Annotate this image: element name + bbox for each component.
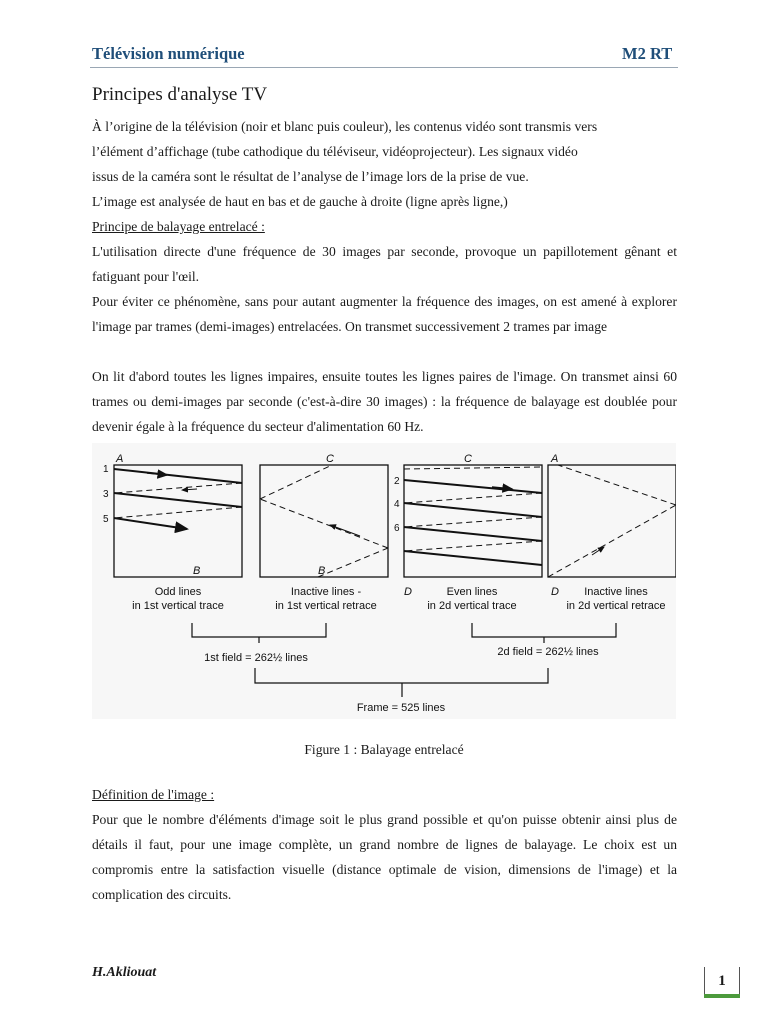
odd-line-number: 5 <box>103 514 109 525</box>
panel-odd-lines <box>114 465 242 577</box>
intro-line-4: L’image est analysée de haut en bas et de gauche à droite (ligne après ligne,) <box>92 194 508 209</box>
p1-corner-top: A <box>116 453 124 465</box>
odd-line-number: 3 <box>103 489 109 500</box>
interlace-heading: Principe de balayage entrelacé : <box>92 219 265 234</box>
even-line-number: 4 <box>394 499 400 510</box>
interlace-paragraph-3: On lit d'abord toutes les lignes impaires, ensuite toutes les lignes paires de l'image. On transmet ainsi 60 trames ou demi-images par seconde (c'est-à-dire 30 images) : la fréquence de balayage est doublée pour devenir égale à la fréquence du secteur d'alimentation 60 Hz. <box>92 369 677 434</box>
even-line-number: 2 <box>394 476 400 487</box>
panel-inactive-2 <box>548 465 676 577</box>
p1-label-1: Odd lines <box>154 586 202 598</box>
p2-label-1: Inactive lines - <box>290 586 362 598</box>
p3-corner-top: C <box>464 453 472 465</box>
field-2-label: 2d field = 262½ lines <box>497 646 599 658</box>
section-title: Principes d'analyse TV <box>92 84 268 105</box>
intro-line-1: À l’origine de la télévision (noir et blanc puis couleur), les contenus vidéo sont transmis vers <box>92 119 598 134</box>
p1-corner-bottom: B <box>193 565 201 577</box>
intro-line-2: l’élément d’affichage (tube cathodique du téléviseur, vidéoprojecteur). Les signaux vidéo <box>92 144 578 159</box>
p3-label-1: Even lines <box>446 586 498 598</box>
page-number: 1 <box>704 967 740 995</box>
p4-corner-top: A <box>551 453 559 465</box>
panel-inactive-1 <box>260 465 388 577</box>
p4-corner-bottom: D <box>551 586 559 598</box>
interlace-paragraph-1: L'utilisation directe d'une fréquence de 30 images par seconde, provoque un papillotement gênant et fatiguant pour l'œil. <box>92 244 677 284</box>
even-line-number: 6 <box>394 523 400 534</box>
p3-corner-bottom: D <box>404 586 412 598</box>
p2-corner-top: C <box>326 453 334 465</box>
interlace-figure <box>92 443 676 719</box>
field-1-label: 1st field = 262½ lines <box>204 652 308 664</box>
panel-even-lines <box>404 465 542 577</box>
header-left-title: Télévision numérique <box>92 44 245 63</box>
page-number-accent <box>704 994 740 998</box>
p1-label-2: in 1st vertical trace <box>132 600 224 612</box>
definition-paragraph: Pour que le nombre d'éléments d'image soit le plus grand possible et qu'on puisse obtenir ainsi plus de détails il faut, pour une image complète, un grand nombre de lignes de balayage. Le choix est un compromis entre la satisfaction visuelle (distance optimale de vision, dimensions de l'image) et la complication des circuits. <box>92 812 677 902</box>
footer-author: H.Akliouat <box>92 965 157 980</box>
odd-line-number: 1 <box>103 464 109 475</box>
intro-line-3: issus de la caméra sont le résultat de l’analyse de l’image lors de la prise de vue. <box>92 169 529 184</box>
figure-caption: Figure 1 : Balayage entrelacé <box>304 742 464 757</box>
header-divider <box>90 67 678 68</box>
p4-label-2: in 2d vertical retrace <box>566 600 666 612</box>
p2-corner-bottom: B <box>318 565 326 577</box>
definition-heading: Définition de l'image : <box>92 787 215 802</box>
frame-label: Frame = 525 lines <box>356 702 446 714</box>
interlace-paragraph-2: Pour éviter ce phénomène, sans pour autant augmenter la fréquence des images, on est amené à explorer l'image par trames (demi-images) entrelacées. On transmet successivement 2 trames par image <box>92 294 677 334</box>
p2-label-2: in 1st vertical retrace <box>275 600 377 612</box>
header-right-label: M2 RT <box>622 44 673 63</box>
p3-label-2: in 2d vertical trace <box>427 600 517 612</box>
p4-label-1: Inactive lines <box>584 586 648 598</box>
